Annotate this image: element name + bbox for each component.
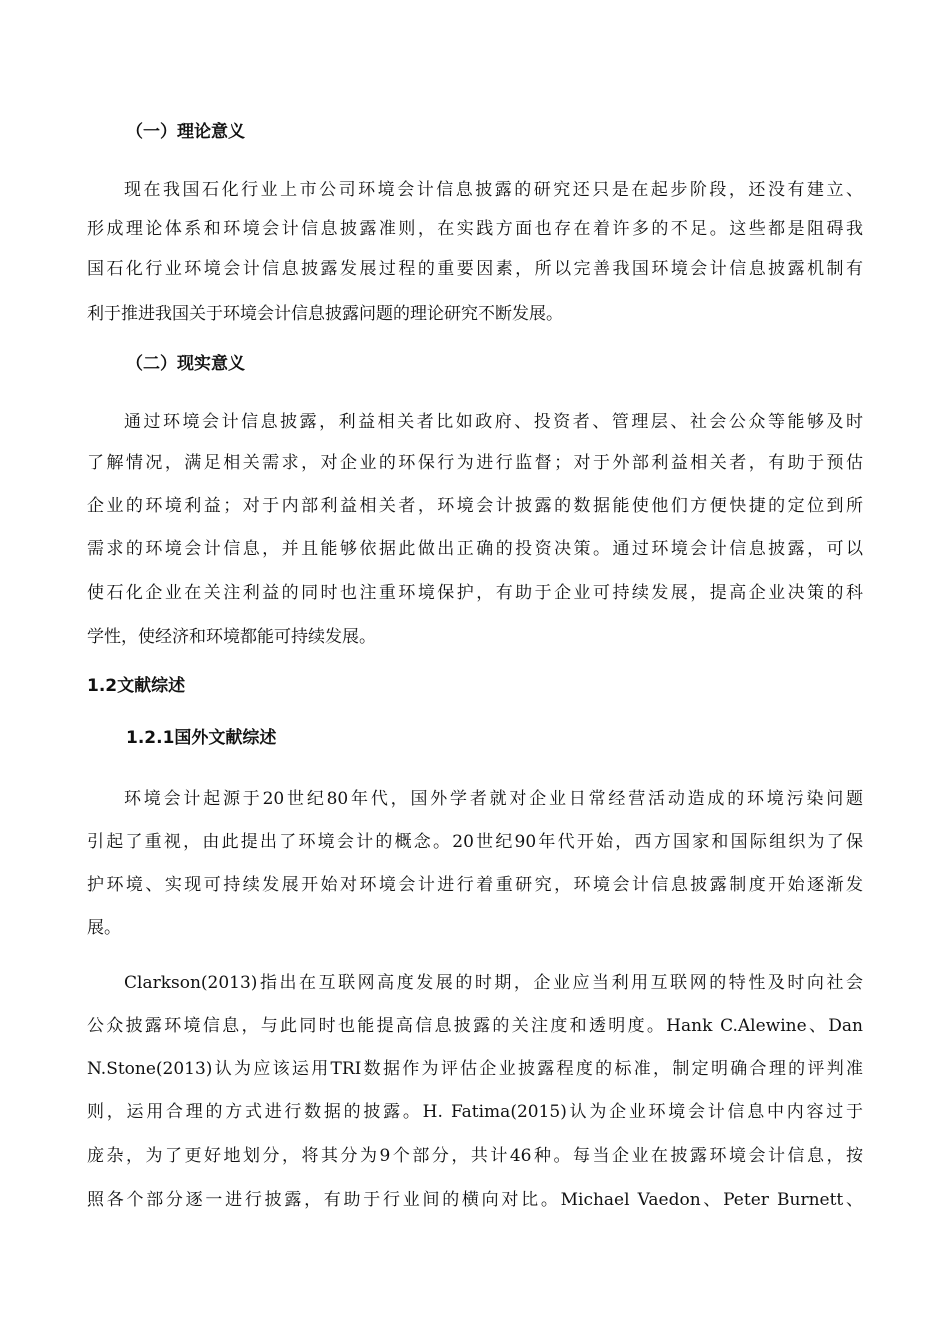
paragraph-line: N.Stone(2013)认为应该运用TRI数据作为评估企业披露程度的标准，制定明确合理的评判准 [87,1059,863,1079]
subsection-heading-foreign-literature: 1.2.1国外文献综述 [126,728,277,748]
paragraph-line: 使石化企业在关注利益的同时也注重环境保护，有助于企业可持续发展，提高企业决策的科 [87,583,863,603]
paragraph-line: 引起了重视，由此提出了环境会计的概念。20世纪90年代开始，西方国家和国际组织为了保 [87,832,863,852]
paragraph-line: 企业的环境利益；对于内部利益相关者，环境会计披露的数据能使他们方便快捷的定位到所 [87,496,863,516]
paragraph-line: 护环境、实现可持续发展开始对环境会计进行着重研究，环境会计信息披露制度开始逐渐发 [87,875,863,895]
paragraph-line: 公众披露环境信息，与此同时也能提高信息披露的关注度和透明度。Hank C.Alewine、Dan [87,1016,863,1036]
section-heading-literature-review: 1.2文献综述 [87,676,186,696]
paragraph-line: 环境会计起源于20世纪80年代，国外学者就对企业日常经营活动造成的环境污染问题 [124,789,863,809]
paragraph-line: 庞杂，为了更好地划分，将其分为9个部分，共计46种。每当企业在披露环境会计信息，按 [87,1146,863,1166]
paragraph-line: 需求的环境会计信息，并且能够依据此做出正确的投资决策。通过环境会计信息披露，可以 [87,539,863,559]
paragraph-line: 照各个部分逐一进行披露，有助于行业间的横向对比。Michael Vaedon、Peter Burnett、 [87,1190,863,1210]
section-heading-practical-significance: （二）现实意义 [126,354,245,374]
paragraph-line: 则，运用合理的方式进行数据的披露。H. Fatima(2015)认为企业环境会计信息中内容过于 [87,1102,863,1122]
paragraph-line: 学性，使经济和环境都能可持续发展。 [87,627,376,647]
section-heading-theoretical-significance: （一）理论意义 [126,122,245,142]
paragraph-line: 展。 [87,918,121,938]
paragraph-line: 国石化行业环境会计信息披露发展过程的重要因素，所以完善我国环境会计信息披露机制有 [87,259,863,279]
paragraph-line: 现在我国石化行业上市公司环境会计信息披露的研究还只是在起步阶段，还没有建立、 [124,180,863,200]
paragraph-line: 形成理论体系和环境会计信息披露准则，在实践方面也存在着许多的不足。这些都是阻碍我 [87,219,863,239]
paragraph-line: 了解情况，满足相关需求，对企业的环保行为进行监督；对于外部利益相关者，有助于预估 [87,453,863,473]
paragraph-line: 利于推进我国关于环境会计信息披露问题的理论研究不断发展。 [87,304,563,324]
paragraph-line: 通过环境会计信息披露，利益相关者比如政府、投资者、管理层、社会公众等能够及时 [124,412,863,432]
paragraph-line: Clarkson(2013)指出在互联网高度发展的时期，企业应当利用互联网的特性及时向社会 [124,973,863,993]
